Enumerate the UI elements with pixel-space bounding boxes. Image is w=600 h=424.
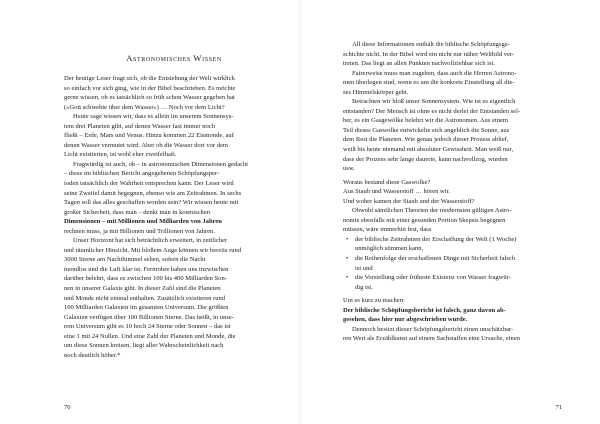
text-line: ses Himmelskörper geht. [343, 88, 409, 96]
text-line: nomie ebenfalls mit einer gesunden Portion Skepsis begegnen [343, 216, 506, 224]
text-line: gesehen, dass hier nur abgeschrieben wurde. [343, 316, 468, 324]
text-line: usw. [343, 165, 355, 173]
text-line: ber, es ein Gasgewölke belehrt wir die Astronomen. Aus einem [343, 117, 509, 125]
text-line: Licht existierten, ist wohl eher zweifelhaft. [64, 151, 177, 159]
text-line: 3000 Sterne am Nachthimmel sehen, sofern die Nacht [64, 256, 206, 264]
text-line: Dimensionen – mit Millionen und Milliarden von Jahren [64, 218, 222, 226]
text-line: darüber belehrt, dass es zwischen 100 bis 400 Milliarden Son- [64, 275, 227, 283]
text-line: denen Wasser vermutet wird. Aber ob die Wasser dort vor dem [64, 141, 228, 149]
text-line: Woraus bestand diese Gaswolke? [343, 178, 431, 186]
text-line: Tagen soll das alles geschaffen worden sein? Wir wissen heute mit [64, 199, 239, 207]
text-line: entstanden? Der Mensch ist ohne es nicht derlei der Entstanden sel- [343, 107, 521, 115]
text-line: und Monde nicht einmal enthalten. Zusätzlich existieren rund [64, 294, 226, 302]
bullet-icon: • [346, 235, 349, 243]
bullet-text: die Reihenfolge der erschaffenen Dinge mit Sicherheit falsch [355, 255, 516, 263]
right-page-body [343, 40, 562, 344]
text-line: eine 1 mit 24 Nullen. Und eine Zahl der Planeten und Monde, die [64, 332, 236, 340]
left-page-body [64, 74, 284, 360]
left-page-text [64, 53, 284, 360]
text-line: All diese Informationen enthält die biblische Schöpfungsge- [352, 41, 510, 48]
text-line: ren Wert als Erzählkunst auf einem Sachstaffen eine Ursache, einen [343, 335, 521, 343]
text-line: gerne wissen, ob es tatsächlich so früh schon Wasser gegeben hat [64, 94, 235, 102]
text-line: seine Zweifel damit begegnen, ebenso wie am Zeitrahmen. In sechs [64, 189, 242, 197]
text-line: unmöglich stimmen kann, [355, 245, 424, 253]
text-line: Der heutige Leser fragt sich, ob die Entstehung der Welt wirklich [64, 75, 235, 82]
text-line: Dennoch besitzt dieser Schöpfungsbericht einen unschätzbar- [352, 325, 514, 333]
text-line: dem Rest die Planeten. Wie genau jedoch dieser Prozess ablief, [343, 136, 509, 144]
text-line: Und woher kamen der Staub und der Wasserstoff? [343, 197, 475, 205]
text-line: men überlegen sind, wenn es um die konkrete Einstellung all die- [343, 79, 515, 87]
bullet-text: der biblische Zeitrahmen der Erschaffung der Welt (1 Woche) [355, 235, 517, 243]
text-line: tem drei Planeten gibt, auf denen Wasser fast immer noch [64, 122, 215, 130]
text-line: ist und [355, 264, 373, 272]
text-line: – diese im biblischen Bericht angegebenen Schöpfungsper- [64, 170, 220, 178]
right-page [300, 0, 600, 424]
bullet-icon: • [346, 274, 349, 282]
text-line: fließt – Erde, Mars und Venus. Hinzu kommen 22 Eismonde, auf [64, 132, 234, 140]
text-line: Betrachten wir bloß unser Sonnensystem. Wie ist es eigentlich [352, 98, 516, 106]
text-line: Obwohl sämtlichen Theorien der modernsten gültigen Astro- [352, 207, 512, 215]
text-line: treten. Das liegt an allen Punkten nachvollziehbar sich ist. [343, 60, 495, 68]
page-number-right: 71 [555, 404, 562, 411]
text-line: weiß bis heute niemand mit absoluter Gewissheit. Man weiß nur, [343, 146, 514, 154]
text-line: nen in unserer Galaxis gibt. In dieser Zahl sind die Planeten [64, 285, 221, 293]
text-line: Heute sage wissen wir, dass es allein im unserem Sonnensys- [73, 113, 234, 121]
text-line: dig ist. [355, 283, 373, 291]
text-line: ioden tatsächlich der Wahrheit entsprechen kann. Der Leser wird [64, 180, 234, 188]
text-line: Galaxien verfügen über 100 Billionen Sterne. Das heißt, in unse- [64, 313, 234, 321]
text-line: Fragwürdig ist auch, ob – in astronomischen Dimensionen gedacht [73, 160, 249, 168]
right-page-text [343, 40, 562, 344]
text-line [343, 273, 562, 283]
text-line: Der biblische Schöpfungsbericht ist falsch, ganz davon ab- [343, 306, 506, 314]
text-line: Unser Horizont hat sich beträchtlich erweitert, in zeitlicher [73, 237, 228, 245]
text-line: Aus Staub und Wasserstoff … hören wir. [343, 188, 451, 196]
text-line: mondlos und die Luft klar ist. Fernrohre haben uns inzwischen [64, 265, 229, 273]
bullet-text: die Vorstellung oder früheste Existenz von Wasser fragwür- [355, 274, 511, 282]
text-line: großer Sicherheit, dass man – denkt man in kosmischen [64, 208, 211, 216]
text-line: rem Universum gibt es 10 hoch 24 Sterne oder Sonnen – das ist [64, 323, 231, 331]
text-line: dass der Prozess sehr lange dauerte, kann nachvollzog, wurden [343, 155, 508, 163]
text-line: rechnen muss, ja mit Billionen und Trillionen von Jahren. [64, 227, 215, 235]
text-line: noch deutlich höher.* [64, 351, 121, 359]
text-line: müssen, wäre immerhin fest, dass [343, 226, 432, 234]
text-line: um diese Sonnen kreisen, liegt aller Wahrscheinlichkeit nach [64, 342, 224, 350]
chapter-heading: Astronomisches Wissen [126, 53, 222, 63]
page-number-left: 70 [64, 404, 71, 411]
text-line: Fairerweise muss man zugeben, dass auch die Herren Astrono- [352, 69, 517, 77]
text-line: Um es kurz zu machen: [343, 297, 405, 305]
text-line [343, 235, 562, 245]
bullet-icon: • [346, 255, 349, 263]
text-line [343, 254, 562, 264]
text-line: schichte nicht. In der Bibel wird ein nicht nur näher Weltbild ver- [343, 50, 515, 58]
text-line: so einfach vor sich ging, wie in der Bibel beschrieben. Es möchte [64, 84, 236, 92]
text-line: und räumlicher Hinsicht. Mit bloßem Auge können wir bereits rund [64, 246, 242, 254]
text-line: Teil dieses Gaswolke entwickelte sich angeblich die Sonne, aus [343, 126, 510, 134]
text-line: (»Gott schwebte über dem Wasser«) … Noch vor dem Licht? [64, 103, 225, 111]
text-line: 100 Milliarden Galaxien im gesamten Universum. Die größten [64, 304, 229, 312]
